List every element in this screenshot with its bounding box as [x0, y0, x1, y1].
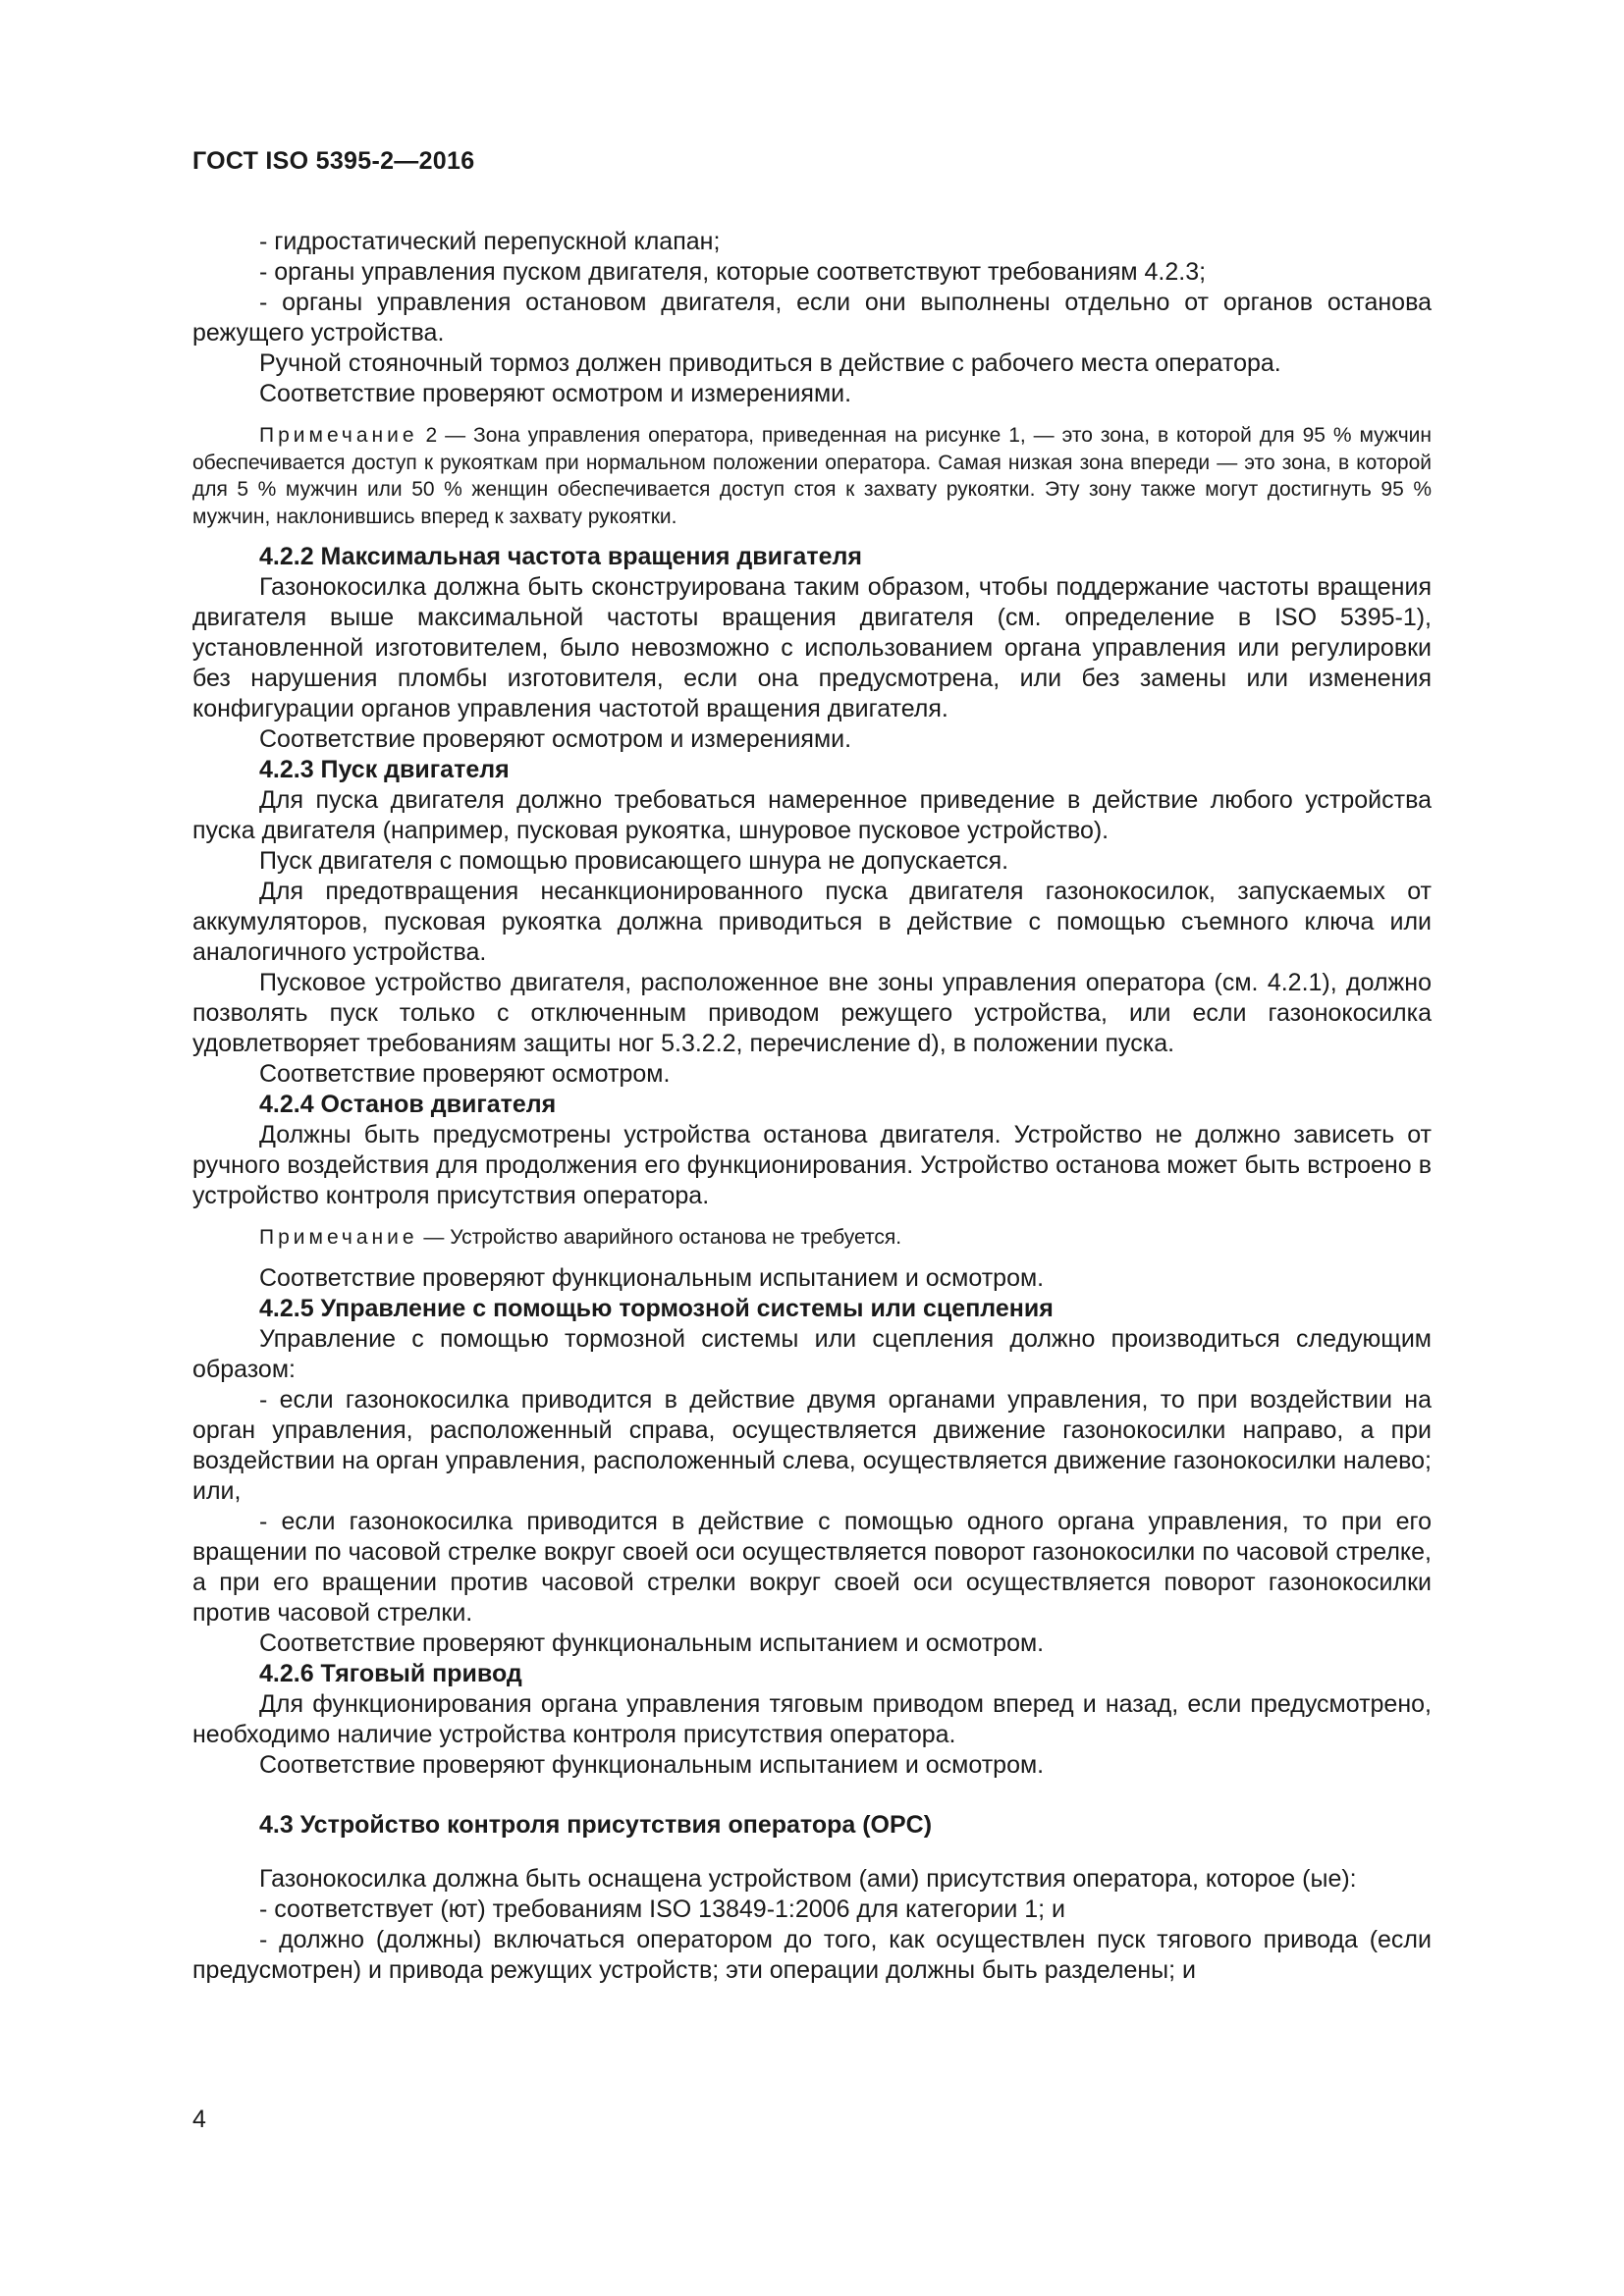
- paragraph: Должны быть предусмотрены устройства останова двигателя. Устройство не должно зависеть от ручного воздействия для продолжения его функционирования. Устройство останова может быть встроено в устройство контроля присутствия оператора.: [192, 1121, 1432, 1209]
- list-item: - органы управления остановом двигателя, если они выполнены отдельно от органов останова режущего устройства.: [192, 289, 1432, 347]
- section-heading-4-2-6: 4.2.6 Тяговый привод: [259, 1659, 522, 1687]
- standard-header: ГОСТ ISO 5395-2—2016: [192, 147, 475, 175]
- list-item: - гидростатический перепускной клапан;: [259, 228, 721, 255]
- compliance-line: Соответствие проверяют функциональным испытанием и осмотром.: [259, 1263, 1045, 1292]
- list-item: - органы управления пуском двигателя, которые соответствуют требованиям 4.2.3;: [259, 258, 1207, 286]
- note-2: [192, 422, 1432, 530]
- list-item: - если газонокосилка приводится в действие двумя органами управления, то при воздействии на орган управления, расположенный справа, осуществляется движение газонокосилки направо, а при воздействии на орган управления, расположенный слева, осуществляется движение газонокосилки налево; или,: [192, 1385, 1432, 1505]
- section-heading-4-2-5: 4.2.5 Управление с помощью тормозной системы или сцепления: [259, 1294, 1054, 1322]
- document-body: [192, 227, 1432, 1986]
- section-heading-4-2-4: 4.2.4 Останов двигателя: [259, 1091, 557, 1118]
- section-heading-4-2-3: 4.2.3 Пуск двигателя: [259, 756, 510, 783]
- paragraph: Для пуска двигателя должно требоваться намеренное приведение в действие любого устройства пуска двигателя (например, пусковая рукоятка, шнуровое пусковое устройство).: [192, 786, 1432, 844]
- paragraph: Управление с помощью тормозной системы или сцепления должно производиться следующим образом:: [192, 1324, 1432, 1383]
- note-label: Примечание: [259, 1226, 418, 1249]
- note-text: — Устройство аварийного останова не требуется.: [423, 1226, 902, 1249]
- list-item: - соответствует (ют) требованиям ISO 13849-1:2006 для категории 1; и: [259, 1895, 1066, 1923]
- paragraph: Пуск двигателя с помощью провисающего шнура не допускается.: [259, 847, 1009, 875]
- section-heading-4-2-2: 4.2.2 Максимальная частота вращения двигателя: [259, 543, 862, 570]
- paragraph: Газонокосилка должна быть оснащена устройством (ами) присутствия оператора, которое (ые):: [259, 1864, 1357, 1893]
- note-text: 2 — Зона управления оператора, приведенная на рисунке 1, — это зона, в которой для 95 % мужчин обеспечивается доступ к рукояткам при нормальном положении оператора. Самая низкая зона впереди — это зона, в которой для 5 % мужчин или 50 % женщин обеспечивается доступ стоя к захвату рукоятки. Эту зону также могут достигнуть 95 % мужчин, наклонившись вперед к захвату рукоятки.: [192, 424, 1432, 528]
- compliance-line: Соответствие проверяют осмотром.: [259, 1060, 671, 1088]
- note: [192, 1224, 1432, 1252]
- list-item: - если газонокосилка приводится в действие с помощью одного органа управления, то при его вращении по часовой стрелке вокруг своей оси осуществляется поворот газонокосилки по часовой стрелке, а при его вращении против часовой стрелки вокруг своей оси осуществляется поворот газонокосилки против часовой стрелки.: [192, 1507, 1432, 1627]
- paragraph-parking-brake: Ручной стояночный тормоз должен приводиться в действие с рабочего места оператора.: [259, 349, 1281, 377]
- paragraph: Газонокосилка должна быть сконструирована таким образом, чтобы поддержание частоты вращения двигателя выше максимальной частоты вращения двигателя (см. определение в ISO 5395-1), установленной изготовителем, было невозможно с использованием органа управления или регулировки без нарушения пломбы изготовителя, если она предусмотрена, или без замены или изменения конфигурации органов управления частотой вращения двигателя.: [192, 573, 1432, 722]
- compliance-line: Соответствие проверяют осмотром и измерениями.: [259, 380, 852, 407]
- list-item: - должно (должны) включаться оператором до того, как осуществлен пуск тягового привода (если предусмотрен) и привода режущих устройств; эти операции должны быть разделены; и: [192, 1925, 1432, 1984]
- paragraph: Для функционирования органа управления тяговым приводом вперед и назад, если предусмотрено, необходимо наличие устройства контроля присутствия оператора.: [192, 1689, 1432, 1748]
- paragraph: Пусковое устройство двигателя, расположенное вне зоны управления оператора (см. 4.2.1), должно позволять пуск только с отключенным приводом режущего устройства, или если газонокосилка удовлетворяет требованиям защиты ног 5.3.2.2, перечисление d), в положении пуска.: [192, 969, 1432, 1057]
- paragraph: Для предотвращения несанкционированного пуска двигателя газонокосилок, запускаемых от аккумуляторов, пусковая рукоятка должна приводиться в действие с помощью съемного ключа или аналогичного устройства.: [192, 878, 1432, 966]
- note-label: Примечание: [259, 424, 418, 447]
- compliance-line: Соответствие проверяют функциональным испытанием и осмотром.: [259, 1629, 1045, 1657]
- compliance-line: Соответствие проверяют функциональным испытанием и осмотром.: [259, 1750, 1045, 1779]
- compliance-line: Соответствие проверяют осмотром и измерениями.: [259, 725, 852, 753]
- section-heading-4-3: 4.3 Устройство контроля присутствия оператора (OPC): [259, 1810, 933, 1839]
- page-number: 4: [192, 2106, 206, 2133]
